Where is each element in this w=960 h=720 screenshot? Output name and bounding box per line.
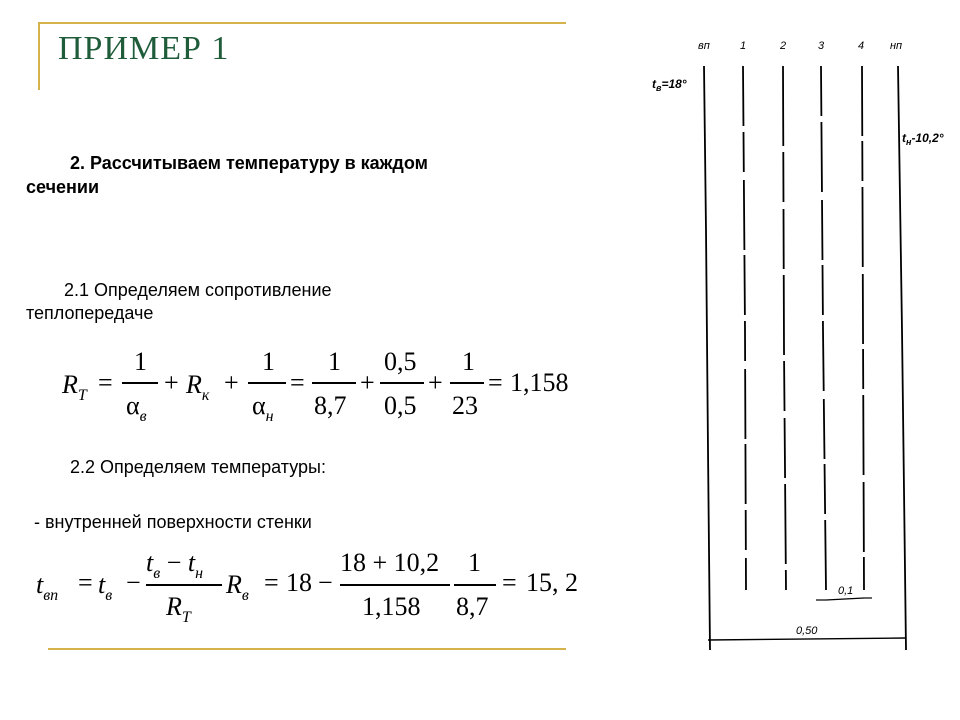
subheading-2: 2.2 Определяем температуры:	[70, 457, 326, 477]
section-line-2	[783, 66, 786, 590]
slide-title: ПРИМЕР 1	[58, 30, 230, 67]
section-line-vp	[704, 66, 710, 650]
formula1-result: 1,158	[510, 368, 569, 397]
label-2: 2	[780, 40, 787, 52]
inside-temp-label: $t_в=18^\circ$	[652, 77, 687, 93]
section-line-1	[743, 66, 746, 590]
section-line-4	[862, 66, 864, 590]
label-vp: вп	[698, 40, 710, 52]
dimension-total-label: 0,50	[796, 625, 818, 637]
outside-temp-label: $t_н-10,2^\circ$	[902, 131, 944, 147]
section-line-3	[821, 66, 826, 590]
subheading-3: - внутренней поверхности стенки	[34, 512, 312, 532]
formula2-result: 15, 2	[526, 568, 578, 597]
wall-section-diagram	[640, 30, 944, 660]
section-line-np	[898, 66, 906, 650]
label-np: нп	[890, 40, 903, 52]
subheading-1-line-2: теплопередаче	[26, 303, 154, 323]
label-4: 4	[858, 40, 865, 52]
dimension-small-label: 0,1	[838, 585, 854, 597]
formula1-lhs: R	[62, 370, 78, 399]
bottom-accent-line	[48, 648, 566, 650]
top-accent-line	[38, 22, 566, 24]
subheading-1-line-1: 2.1 Определяем сопротивление	[64, 280, 332, 300]
label-3: 3	[818, 40, 825, 52]
heading-line-2: сечении	[26, 177, 100, 197]
left-accent-line	[38, 22, 40, 90]
heading-line-1: 2. Рассчитываем температуру в каждом	[70, 153, 428, 173]
formula1-t1-num: 1	[134, 347, 147, 376]
dimension-0-1	[816, 598, 872, 600]
label-1: 1	[740, 40, 747, 52]
dimension-0-50	[708, 638, 906, 640]
